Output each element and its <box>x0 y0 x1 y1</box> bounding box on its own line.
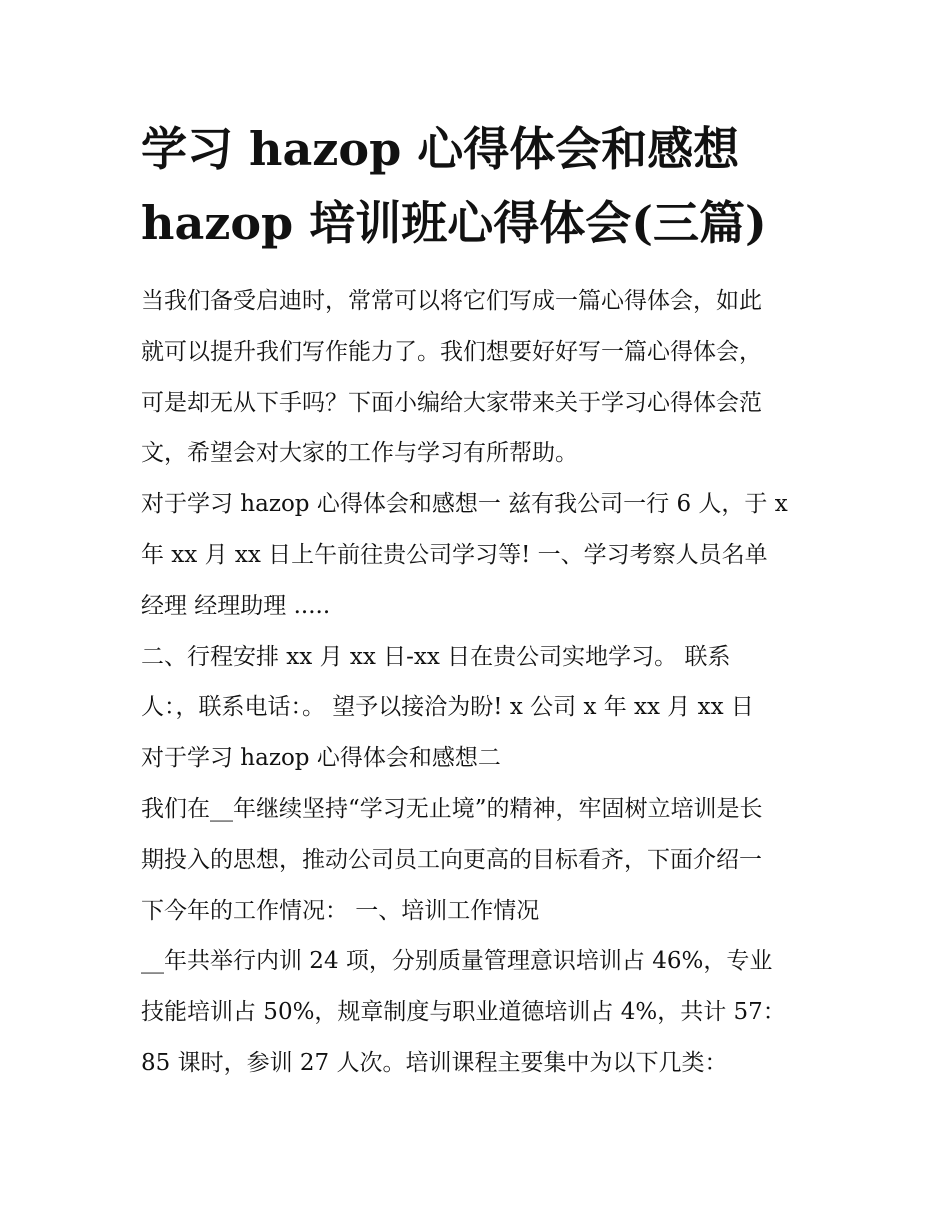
paragraph-line: 文，希望会对大家的工作与学习有所帮助。 <box>141 440 578 467</box>
title-line: hazop 培训班心得体会(三篇) <box>141 196 767 250</box>
paragraph-line: 可是却无从下手吗？下面小编给大家带来关于学习心得体会范 <box>141 389 762 416</box>
paragraph-line: 经理 经理助理 ..... <box>141 592 331 619</box>
paragraph-line: 技能培训占 50%，规章制度与职业道德培训占 4%，共计 57： <box>141 999 786 1026</box>
paragraph-line: __年共举行内训 24 项，分别质量管理意识培训占 46%，专业 <box>141 948 773 975</box>
paragraph-line: 85 课时，参训 27 人次。培训课程主要集中为以下几类： <box>141 1049 728 1076</box>
paragraph-line: 我们在__年继续坚持“学习无止境”的精神，牢固树立培训是长 <box>141 795 763 822</box>
paragraph-line: 就可以提升我们写作能力了。我们想要好好写一篇心得体会， <box>141 338 762 365</box>
section-heading: 对于学习 hazop 心得体会和感想二 <box>141 745 501 772</box>
paragraph-line: 当我们备受启迪时，常常可以将它们写成一篇心得体会，如此 <box>141 288 762 314</box>
paragraph-line: 期投入的思想，推动公司员工向更高的目标看齐，下面介绍一 <box>141 846 762 873</box>
paragraph-line: 下今年的工作情况： 一、培训工作情况 <box>141 897 540 924</box>
paragraph-line: 人：，联系电话：。 望予以接洽为盼! x 公司 x 年 xx 月 xx 日 <box>141 694 754 721</box>
document-title <box>141 112 841 260</box>
title-line: 学习 hazop 心得体会和感想 <box>141 122 740 176</box>
paragraph-line: 对于学习 hazop 心得体会和感想一 兹有我公司一行 6 人，于 x <box>141 491 788 518</box>
paragraph-line: 二、行程安排 xx 月 xx 日-xx 日在贵公司实地学习。 联系 <box>141 643 731 670</box>
document-body <box>141 276 831 1089</box>
paragraph-line: 年 xx 月 xx 日上午前往贵公司学习等! 一、学习考察人员名单 <box>141 541 768 568</box>
